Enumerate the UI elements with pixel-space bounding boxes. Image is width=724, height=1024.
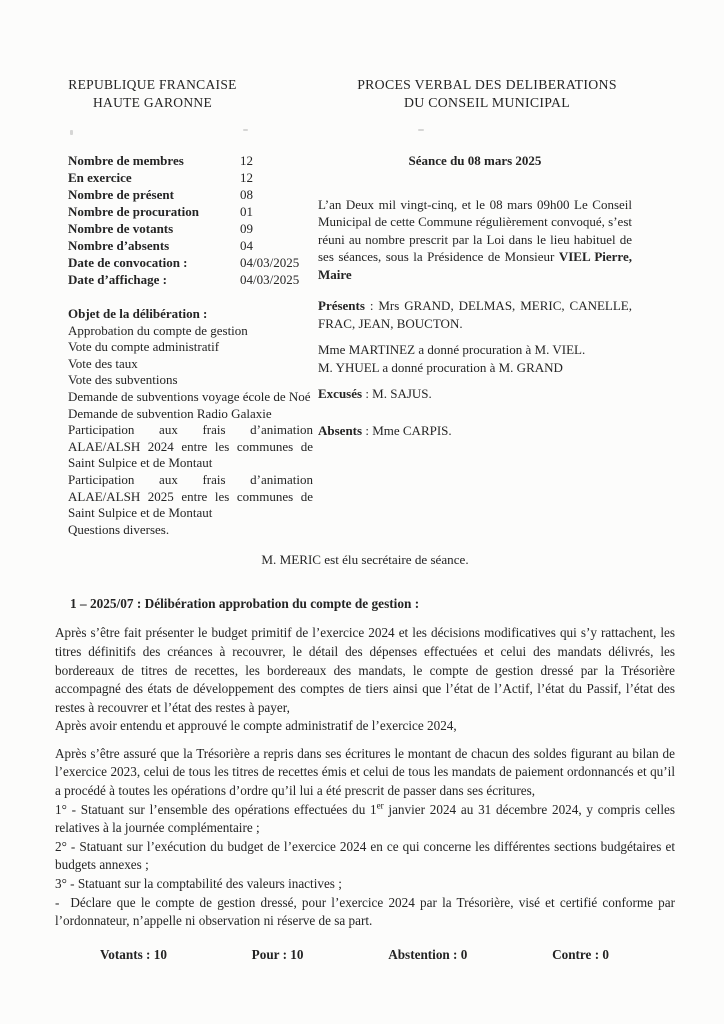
seance-intro-paragraph: [318, 196, 632, 284]
stat-label: Nombre de présent: [68, 187, 174, 202]
stat-label: Nombre de votants: [68, 221, 174, 236]
statement-3: 3° - Statuant sur la comptabilité des valeurs inactives ;: [55, 876, 342, 892]
scan-artifact: [70, 130, 73, 135]
stat-value: 04: [240, 238, 253, 253]
seance-title: Séance du 08 mars 2025: [408, 153, 542, 168]
statement-1-text-cont: janvier 2024 au 31 décembre 2024, y compris celles relatives à la journée complémentaire ;: [55, 801, 675, 836]
objet-item: Demande de subventions voyage école de Noé: [68, 388, 311, 404]
stats-table: [68, 152, 313, 288]
objet-item: Questions diverses.: [68, 521, 170, 537]
procuration-line: Mme MARTINEZ a donné procuration à M. VIEL.: [318, 342, 586, 357]
stat-value: 08: [240, 187, 253, 202]
votes-row: [55, 947, 675, 963]
stat-value: 01: [240, 204, 253, 219]
statement-2: 2° - Statuant sur l’exécution du budget de l’exercice 2024 en ce qui concerne les différentes sections budgétaires et budgets annexes ;: [55, 838, 675, 873]
header-republic-line2: HAUTE GARONNE: [92, 95, 212, 110]
stat-row-present: [68, 186, 313, 203]
declare-text: Déclare que le compte de gestion dressé, pour l’exercice 2024 par la Trésorière, visé et certifié conforme par l’ordonnateur, n’appelle ni observation ni réserve de sa part.: [55, 894, 675, 929]
paragraph-compte-gestion: Après s’être fait présenter le budget primitif de l’exercice 2024 et les décisions modificatives qui s’y rattachent, les titres définitifs des créances à recouvrer, le détail des dépenses effectuées et celui des mandats délivrés, les bordereaux de titres de recettes, les bordereaux des mandats, le compte de gestion dressé par la Trésorière accompagné des états de développement des comptes de tiers ainsi que l’état de l’Actif, l’état du Passif, l’état des restes à recouvrer et l’état des restes à payer,: [55, 625, 675, 715]
deliberation-heading: 1 – 2025/07 : Délibération approbation du compte de gestion :: [70, 596, 420, 612]
stat-row-votants: [68, 220, 313, 237]
header-republic-line1: REPUBLIQUE FRANCAISE: [68, 77, 237, 92]
excuses-names: : M. SAJUS.: [362, 386, 432, 401]
seance-intro-text: L’an Deux mil vingt-cinq, et le 08 mars 09h00 Le Conseil Municipal de cette Commune régulièrement convoqué, s’est réuni au nombre prescrit par la Loi dans le lieu habituel de ses séances, sous la Présidence de Monsieur: [318, 196, 632, 264]
statement-1: [55, 801, 675, 838]
objet-item: Approbation du compte de gestion: [68, 322, 248, 338]
votes-contre: Contre : 0: [552, 946, 609, 962]
excuses-line: [318, 385, 632, 403]
two-column-section: [55, 152, 675, 538]
votes-abstention: Abstention : 0: [388, 946, 468, 962]
absents-line: [318, 422, 632, 440]
objet-item: Vote des taux: [68, 355, 138, 371]
stat-label: En exercice: [68, 170, 132, 185]
stat-value: 04/03/2025: [240, 272, 300, 287]
objet-item: Demande de subvention Radio Galaxie: [68, 405, 272, 421]
header-republic: [55, 76, 250, 112]
stat-row-affichage: [68, 271, 313, 288]
paragraph-tresoriere: Après s’être assuré que la Trésorière a repris dans ses écritures le montant de chacun des soldes figurant au bilan de l’exercice 2023, celui de tous les titres de recettes émis et celui de tous les mandats de paiement ordonnancés et qu’il a procédé à toutes les opérations d’ordre qu’il lui a été prescrit de passer dans ses écritures,: [55, 745, 675, 799]
header-title-line2: DU CONSEIL MUNICIPAL: [404, 95, 570, 110]
stat-value: 12: [240, 170, 253, 185]
stat-row-procuration: [68, 203, 313, 220]
stat-value: 04/03/2025: [240, 255, 300, 270]
absents-names: : Mme CARPIS.: [362, 422, 452, 438]
procurations-block: [318, 341, 632, 376]
stat-row-exercice: [68, 169, 313, 186]
stat-row-membres: [68, 152, 313, 169]
statements-block: [55, 801, 675, 894]
dash-marker: -: [55, 894, 60, 910]
objet-item: Participation aux frais d’animation ALAE/ALSH 2025 entre les communes de Saint Sulpice et de Montaut: [68, 471, 313, 521]
procuration-line: M. YHUEL a donné procuration à M. GRAND: [318, 359, 563, 375]
paragraph-compte-administratif: Après avoir entendu et approuvé le compte administratif de l’exercice 2024,: [55, 718, 457, 734]
excuses-label: Excusés: [318, 386, 363, 401]
mayor-name: VIEL Pierre, Maire: [318, 249, 632, 282]
superscript-er: er: [376, 800, 384, 811]
presents-line: [318, 297, 632, 332]
votes-pour: Pour : 10: [251, 946, 304, 962]
objet-item: Vote des subventions: [68, 372, 178, 388]
presents-label: Présents: [318, 298, 365, 313]
absents-label: Absents: [318, 422, 363, 438]
stat-row-absents: [68, 237, 313, 254]
votes-votants: Votants : 10: [100, 946, 167, 962]
stat-value: 12: [240, 153, 253, 168]
secretary-line: M. MERIC est élu secrétaire de séance.: [261, 552, 469, 568]
stat-value: 09: [240, 221, 253, 236]
stat-row-convocation: [68, 254, 313, 271]
stat-label: Nombre de membres: [68, 153, 184, 168]
objet-title: Objet de la délibération :: [68, 306, 208, 321]
declare-paragraph: [55, 894, 675, 931]
scan-artifact: [418, 129, 424, 131]
header-title-line1: PROCES VERBAL DES DELIBERATIONS: [357, 77, 617, 92]
stat-label: Nombre d’absents: [68, 238, 170, 253]
statement-1-text: 1° - Statuant sur l’ensemble des opérations effectuées du 1: [55, 801, 377, 817]
stat-label: Nombre de procuration: [68, 204, 199, 219]
document-header: [55, 76, 675, 112]
presents-names: : Mrs GRAND, DELMAS, MERIC, CANELLE, FRAC, JEAN, BOUCTON.: [318, 298, 632, 331]
right-column: [318, 152, 632, 538]
scan-artifact: [243, 129, 248, 131]
objet-item: Vote du compte administratif: [68, 339, 220, 355]
left-column: [68, 152, 313, 538]
stat-label: Date d’affichage :: [68, 272, 167, 287]
objet-item: Participation aux frais d’animation ALAE/ALSH 2024 entre les communes de Saint Sulpice et de Montaut: [68, 422, 313, 471]
header-document-title: [337, 76, 637, 112]
stat-label: Date de convocation :: [68, 255, 188, 270]
objet-block: [68, 306, 313, 538]
